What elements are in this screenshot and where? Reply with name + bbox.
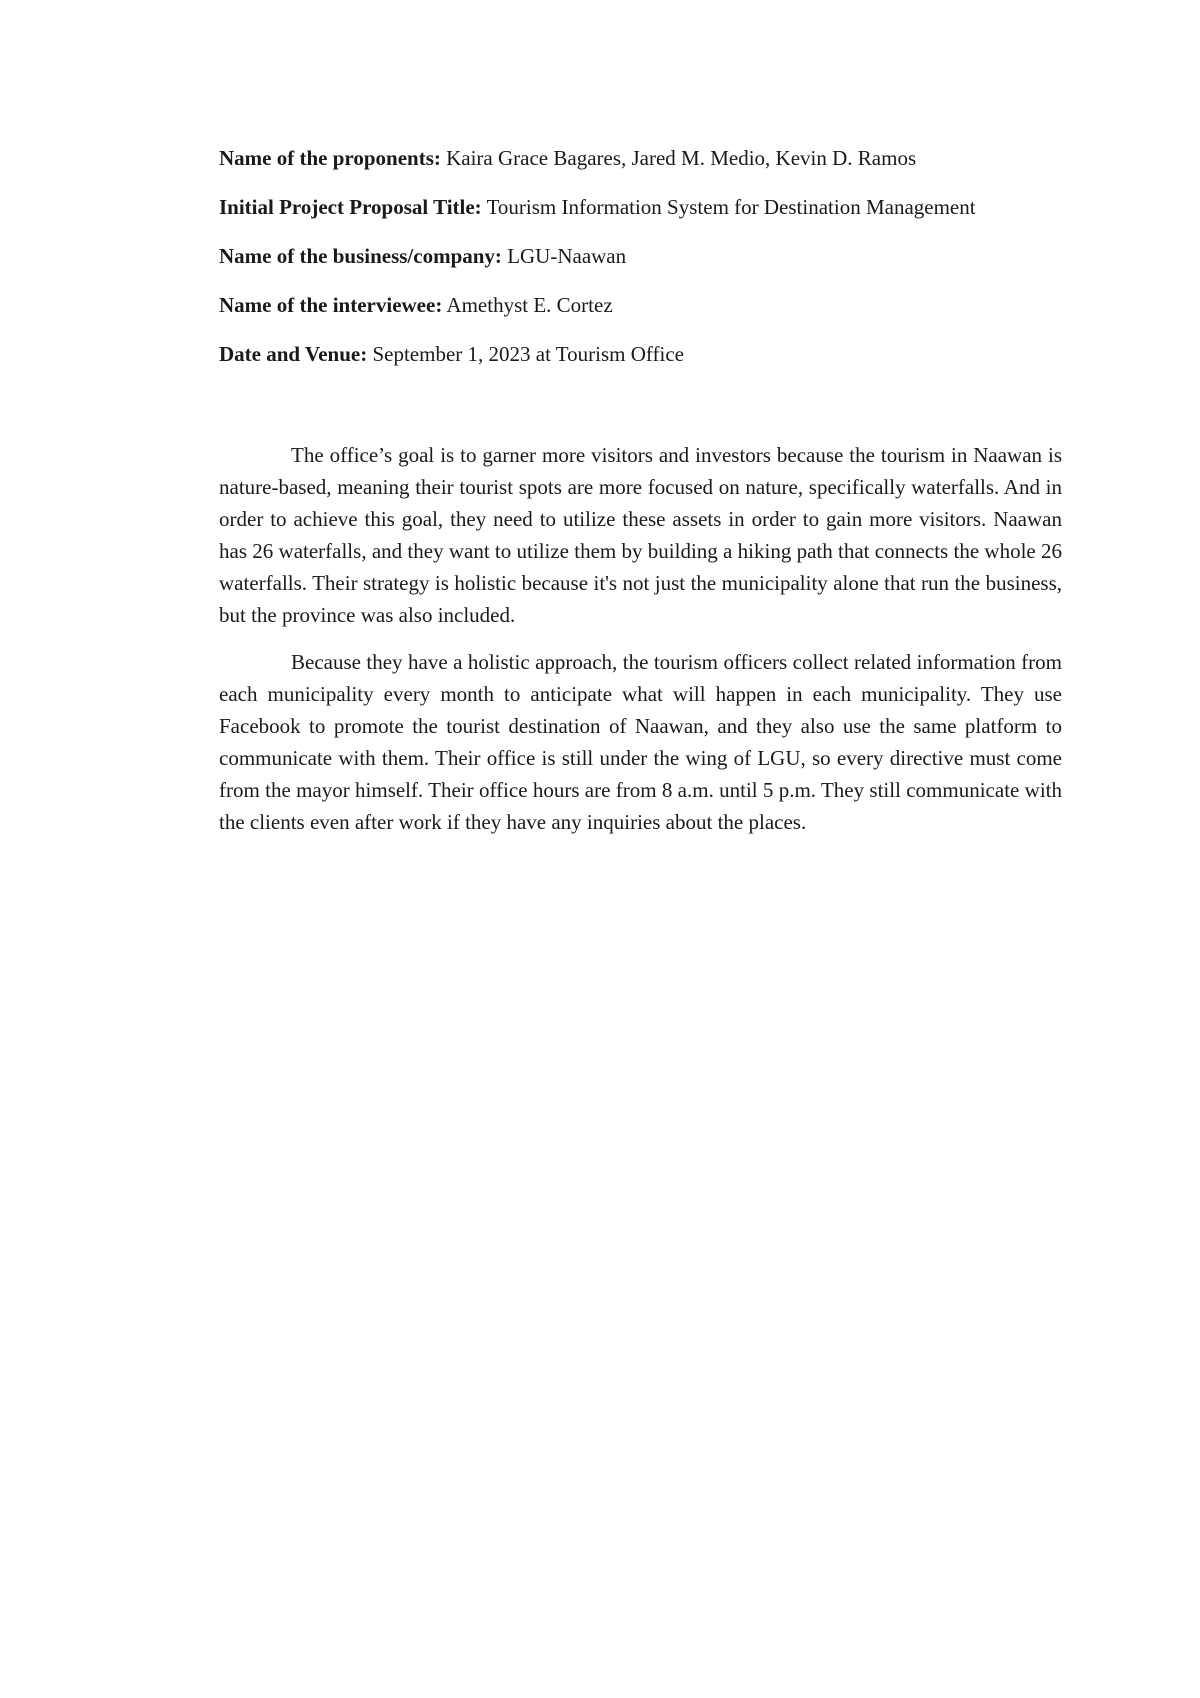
interviewee-line bbox=[219, 289, 1062, 321]
date-venue-line bbox=[219, 338, 1062, 370]
document-content bbox=[219, 142, 1062, 853]
proponents-line bbox=[219, 142, 1062, 174]
company-value: LGU-Naawan bbox=[507, 244, 627, 268]
date-venue-value: September 1, 2023 at Tourism Office bbox=[372, 342, 684, 366]
proposal-title-value: Tourism Information System for Destination Management bbox=[486, 195, 976, 219]
section-spacer bbox=[219, 387, 1062, 439]
date-venue-label: Date and Venue: bbox=[219, 342, 368, 366]
company-label: Name of the business/company: bbox=[219, 244, 502, 268]
proponents-label: Name of the proponents: bbox=[219, 146, 441, 170]
company-line bbox=[219, 240, 1062, 272]
body-paragraph-1: The office’s goal is to garner more visitors and investors because the tourism in Naawan is nature-based, meaning their tourist spots are more focused on nature, specifically waterfalls. And in order to achieve this goal, they need to utilize these assets in order to gain more visitors. Naawan has 26 waterfalls, and they want to utilize them by building a hiking path that connects the whole 26 waterfalls. Their strategy is holistic because it's not just the municipality alone that run the business, but the province was also included. bbox=[219, 443, 1062, 627]
proposal-title-label: Initial Project Proposal Title: bbox=[219, 195, 482, 219]
interviewee-value: Amethyst E. Cortez bbox=[446, 293, 613, 317]
body-paragraph-2: Because they have a holistic approach, the tourism officers collect related information from each municipality every month to anticipate what will happen in each municipality. They use Facebook to promote the tourist destination of Naawan, and they also use the same platform to communicate with them. Their office is still under the wing of LGU, so every directive must come from the mayor himself. Their office hours are from 8 a.m. until 5 p.m. They still communicate with the clients even after work if they have any inquiries about the places. bbox=[219, 650, 1062, 834]
proposal-title-line bbox=[219, 191, 1062, 223]
interviewee-label: Name of the interviewee: bbox=[219, 293, 443, 317]
proponents-value: Kaira Grace Bagares, Jared M. Medio, Kevin D. Ramos bbox=[446, 146, 917, 170]
